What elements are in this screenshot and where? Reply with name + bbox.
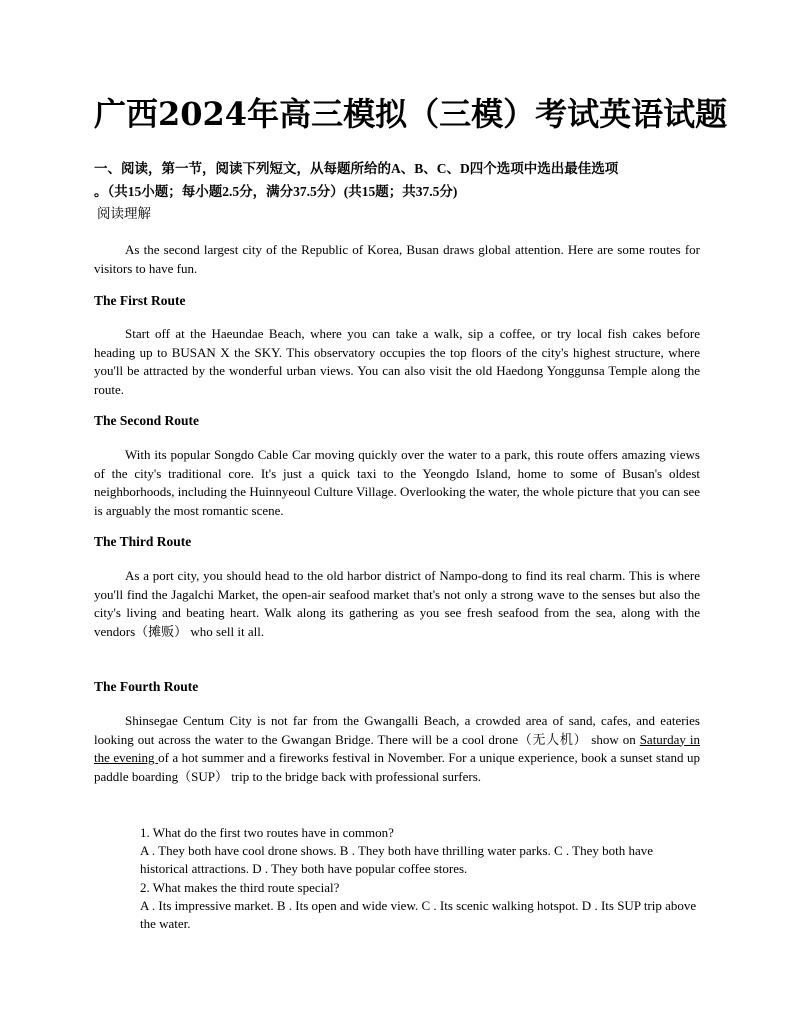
section-instructions-line1: 一、阅读，第一节，阅读下列短文，从每题所给的A、B、C、D四个选项中选出最佳选项 [94,161,619,176]
section-instructions [94,157,704,203]
route-2-paragraph [94,446,700,520]
route-4-heading: The Fourth Route [94,679,199,694]
route-3-text: As a port city, you should head to the old harbor district of Nampo-dong to find its real charm. This is where you'll find the Jagalchi Market, the open-air seafood market that's not only a strong wave to the senses but also the city's living and beating heart. Walk along its gathering as you see fresh seafood from the sea, along with the vendors（摊贩） who sell it all. [94,568,700,639]
question-list [140,824,700,933]
question-1-options: A . They both have cool drone shows. B . They both have thrilling water parks. C . They both have historical attractions. D . They both have popular coffee stores. [140,843,654,877]
route-2-text: With its popular Songdo Cable Car moving quickly over the water to a park, this route offers amazing views of the city's traditional core. It's just a quick taxi to the Yeongdo Island, home to some of Busan's oldest neighborhoods, including the Huinnyeoul Culture Village. Overlooking the water, the whole picture that you can see is arguably the most romantic scene. [94,447,700,518]
route-4-paragraph [94,712,700,786]
route-1-heading: The First Route [94,293,186,308]
question-1: 1. What do the first two routes have in common? [140,825,394,840]
route-4-text-b: of a hot summer and a fireworks festival in November. For a unique experience, book a sunset stand up paddle boarding（SUP） trip to the bridge back with professional surfers. [94,750,700,784]
section-subtitle: 阅读理解 [97,206,151,221]
question-2-options: A . Its impressive market. B . Its open and wide view. C . Its scenic walking hotspot. D . Its SUP trip above the water. [140,897,697,932]
question-2: 2. What makes the third route special? [140,879,340,895]
route-3-heading: The Third Route [94,534,192,549]
route-1-text: Start off at the Haeundae Beach, where you can take a walk, sip a coffee, or try local fish cakes before heading up to BUSAN X the SKY. This observatory occupies the top floors of the city's highest structure, where you'll be attracted by the wonderful urban views. You can also visit the old Haedong Yonggunsa Temple along the route. [94,326,700,397]
intro-paragraph [94,241,700,278]
route-3-paragraph [94,567,700,641]
route-4-underlined-phrase: Saturday in the evening [94,731,700,766]
route-1-paragraph [94,325,700,399]
route-4-text [94,712,700,786]
route-4-text-a: Shinsegae Centum City is not far from the Gwangalli Beach, a crowded area of sand, cafes, and eateries looking out across the water to the Gwangan Bridge. There will be a cool drone（无人机） show on [94,713,700,747]
section-instructions-line2: 。（共15小题；每小题2.5分，满分37.5分）(共15题；共37.5分) [94,184,458,199]
route-2-heading: The Second Route [94,413,200,428]
intro-text: As the second largest city of the Republic of Korea, Busan draws global attention. Here are some routes for visitors to have fun. [94,242,700,276]
page-title: 广西2024年高三模拟（三模）考试英语试题 [94,95,728,133]
